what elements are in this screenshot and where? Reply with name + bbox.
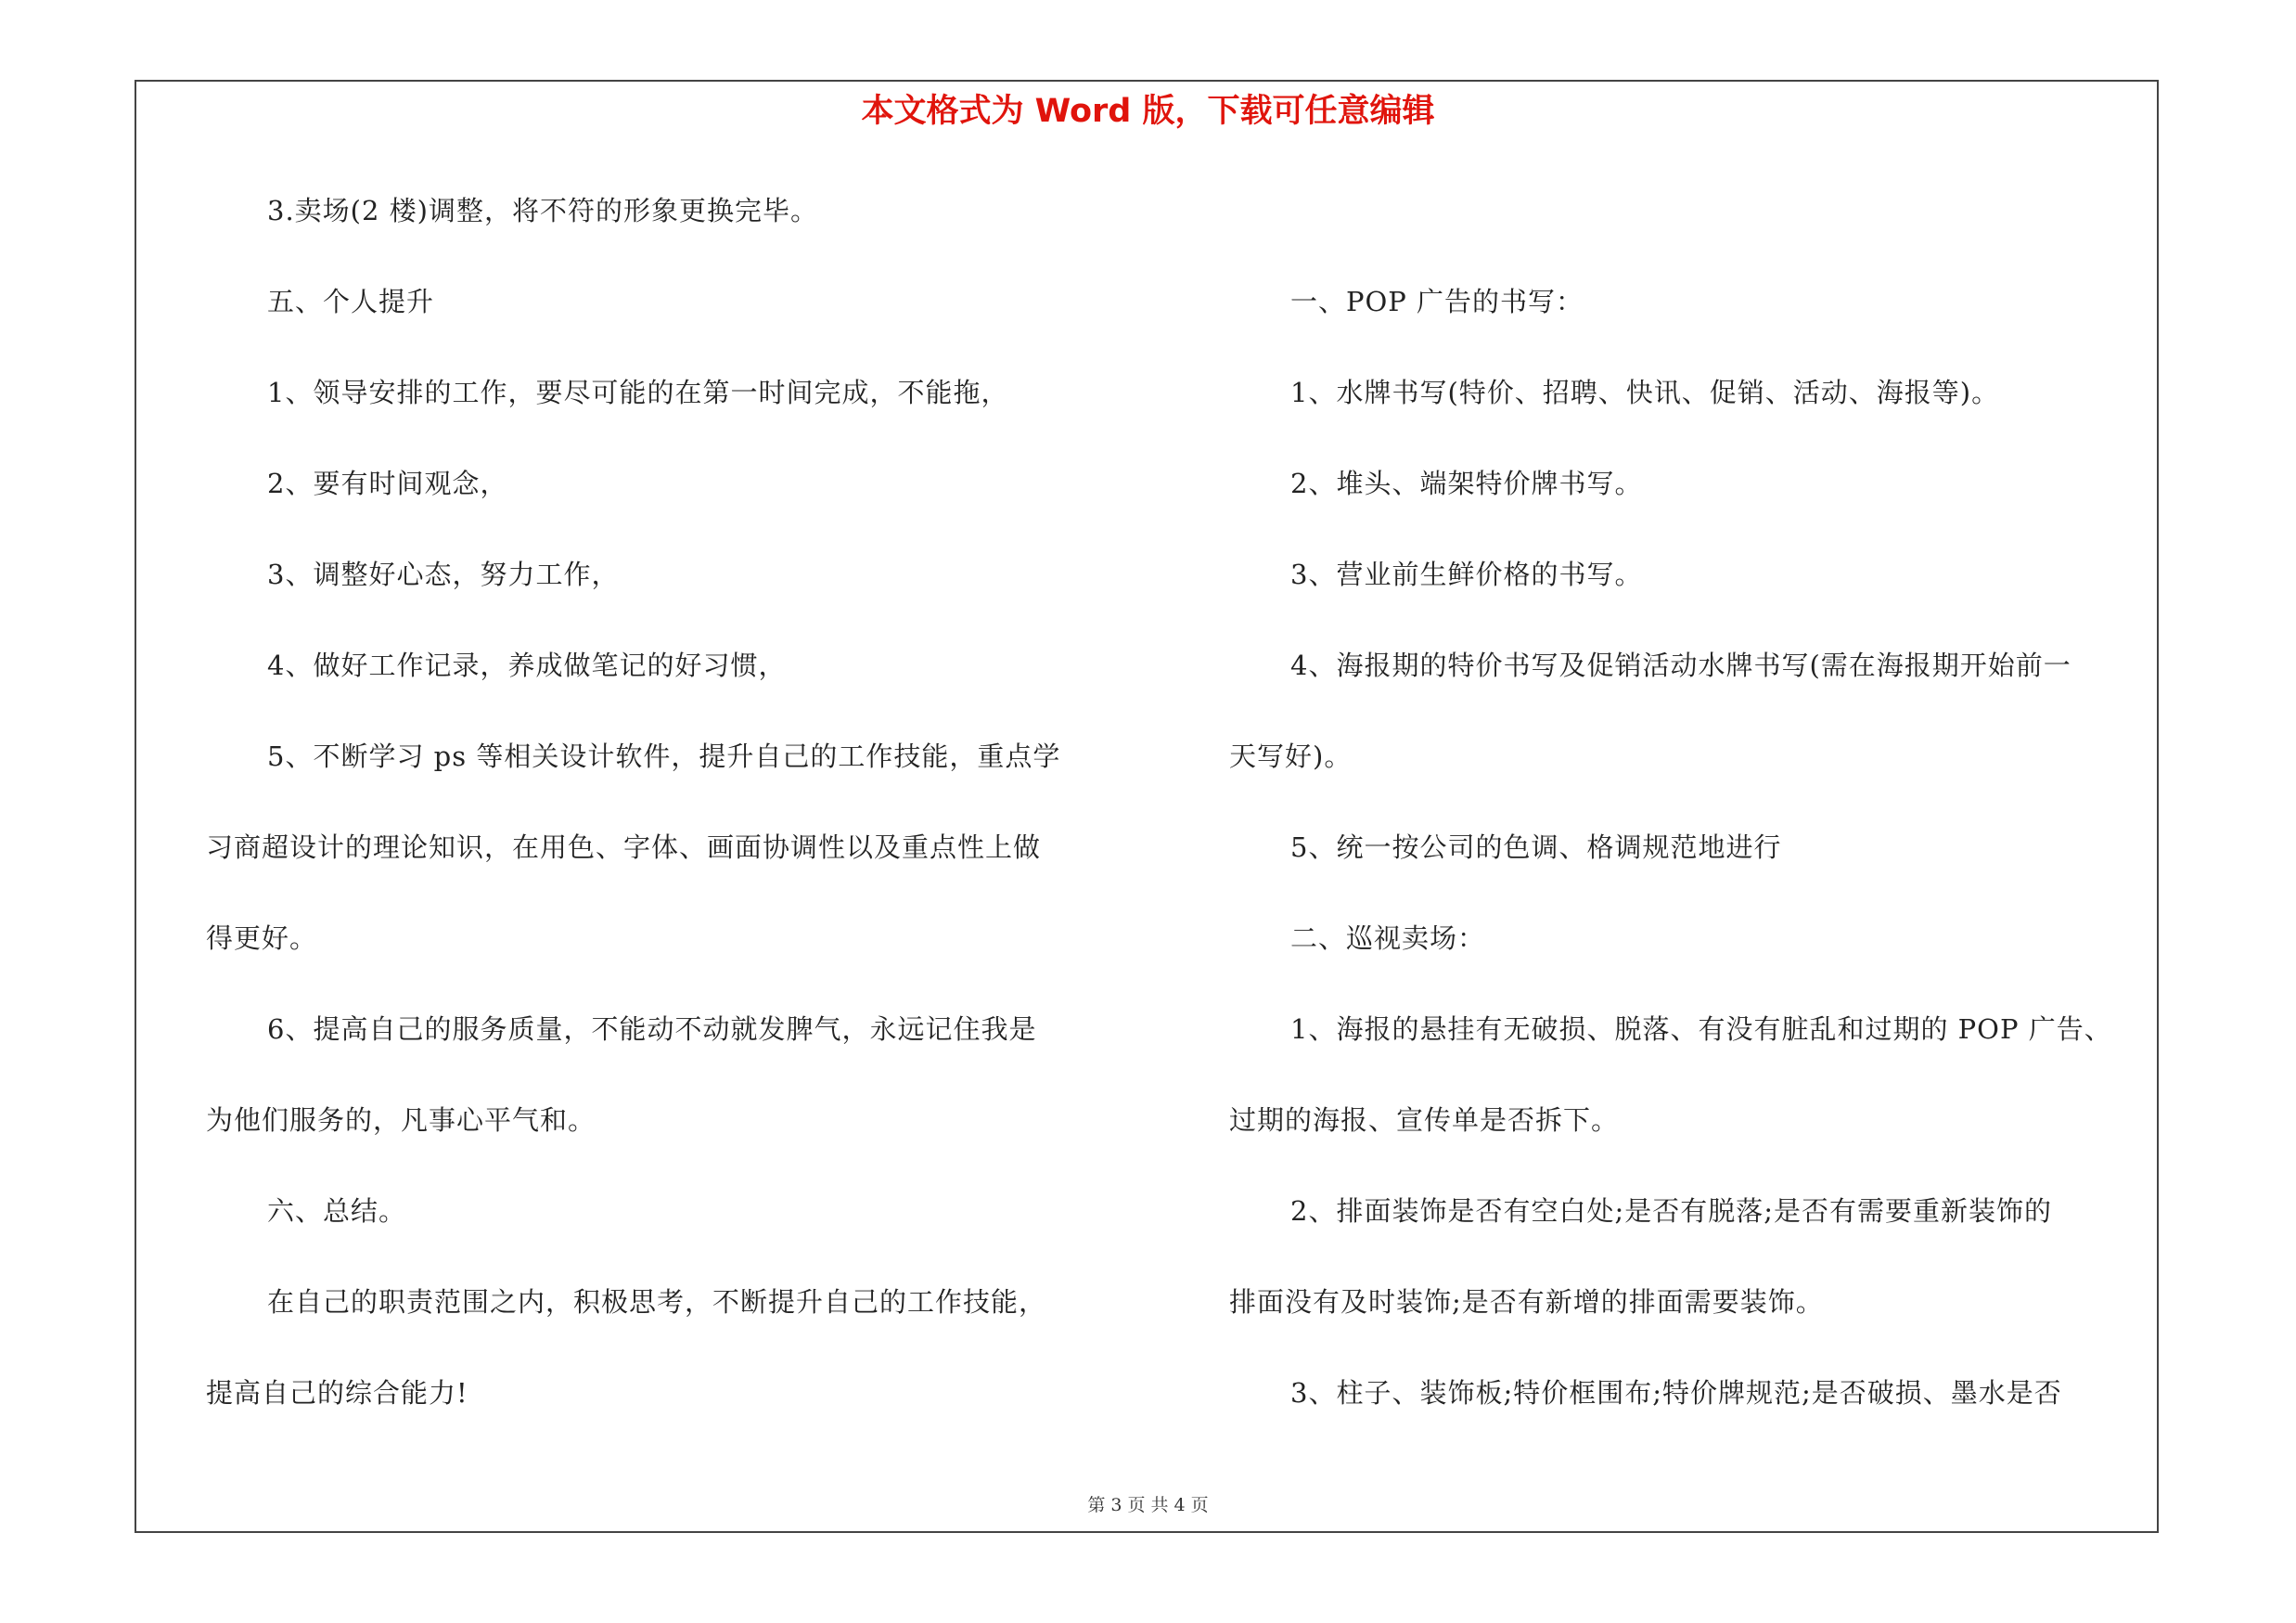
paragraph-line: 过期的海报、宣传单是否拆下。: [1229, 1104, 1620, 1136]
paragraph-line: 2、排面装饰是否有空白处;是否有脱落;是否有需要重新装饰的: [1290, 1195, 2052, 1227]
paragraph-line: 3、营业前生鲜价格的书写。: [1290, 559, 1643, 590]
paragraph-line: 提高自己的综合能力!: [206, 1377, 468, 1409]
paragraph-line: 6、提高自己的服务质量，不能动不动就发脾气，永远记住我是: [267, 1013, 1037, 1045]
paragraph-line: 3.卖场(2 楼)调整，将不符的形象更换完毕。: [267, 195, 818, 226]
paragraph-line: 3、柱子、装饰板;特价框围布;特价牌规范;是否破损、墨水是否: [1290, 1377, 2062, 1409]
paragraph-line: 2、堆头、端架特价牌书写。: [1290, 468, 1643, 499]
paragraph-line: 5、不断学习 ps 等相关设计软件，提升自己的工作技能，重点学: [267, 741, 1061, 772]
section-heading: 六、总结。: [267, 1195, 407, 1227]
section-heading: 五、个人提升: [267, 286, 435, 317]
page-number-footer: 第 3 页 共 4 页: [1087, 1495, 1209, 1515]
paragraph-line: 得更好。: [206, 922, 318, 954]
paragraph-line: 5、统一按公司的色调、格调规范地进行: [1290, 831, 1782, 863]
paragraph-line: 为他们服务的，凡事心平气和。: [206, 1104, 596, 1136]
section-heading: 二、巡视卖场：: [1290, 922, 1486, 954]
section-heading: 一、POP 广告的书写：: [1290, 286, 1584, 317]
paragraph-line: 1、海报的悬挂有无破损、脱落、有没有脏乱和过期的 POP 广告、: [1290, 1013, 2112, 1045]
paragraph-line: 1、领导安排的工作，要尽可能的在第一时间完成，不能拖，: [267, 377, 1009, 408]
paragraph-line: 4、做好工作记录，养成做笔记的好习惯，: [267, 650, 787, 681]
paragraph-line: 1、水牌书写(特价、招聘、快讯、促销、活动、海报等)。: [1290, 377, 2000, 408]
paragraph-line: 习商超设计的理论知识，在用色、字体、画面协调性以及重点性上做: [206, 831, 1042, 863]
paragraph-line: 2、要有时间观念，: [267, 468, 508, 499]
paragraph-line: 3、调整好心态，努力工作，: [267, 559, 620, 590]
paragraph-line: 排面没有及时装饰;是否有新增的排面需要装饰。: [1229, 1286, 1824, 1318]
paragraph-line: 4、海报期的特价书写及促销活动水牌书写(需在海报期开始前一: [1290, 650, 2072, 681]
document-banner: 本文格式为 Word 版，下载可任意编辑: [861, 93, 1435, 130]
paragraph-line: 天写好)。: [1229, 741, 1353, 772]
paragraph-line: 在自己的职责范围之内，积极思考，不断提升自己的工作技能，: [267, 1286, 1047, 1318]
